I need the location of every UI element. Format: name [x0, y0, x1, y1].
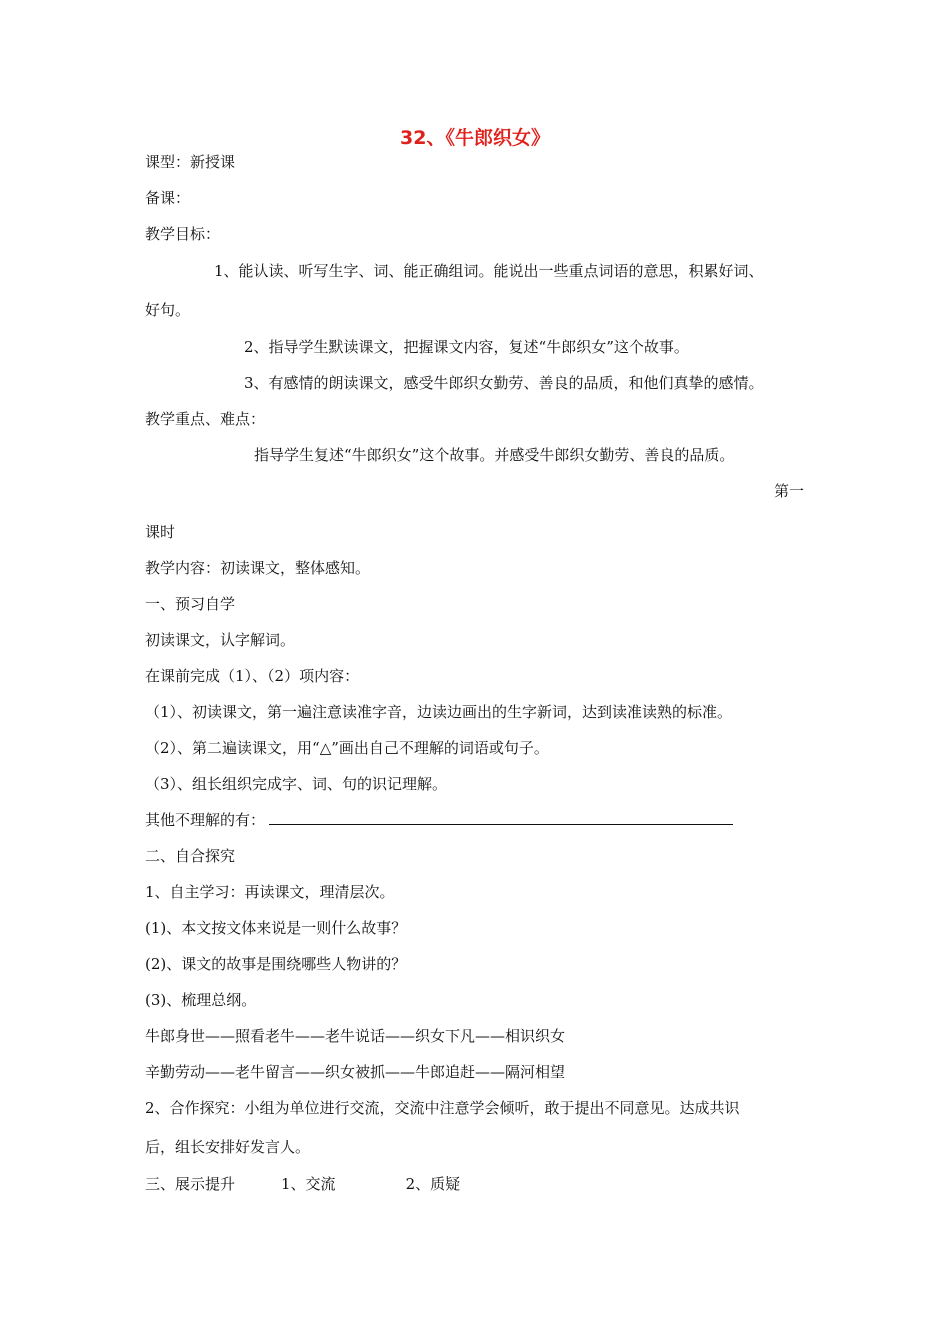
goal-1-line-1: 1、能认读、听写生字、词、能正确组词。能说出一些重点词语的意思，积累好词、: [214, 262, 764, 280]
self-study: 1、自主学习：再读课文，理清层次。: [145, 883, 395, 901]
task-item-3: （3）、组长组织完成字、词、句的识记理解。: [145, 775, 448, 793]
question-1: (1)、本文按文体来说是一则什么故事？: [145, 919, 407, 937]
document-title: 32、《牛郎织女》: [400, 127, 550, 149]
goal-3: 3、有感情的朗读课文，感受牛郎织女勤劳、善良的品质，和他们真挚的感情。: [244, 374, 764, 392]
outline-line-2: 辛勤劳动——老牛留言——织女被抓——牛郎追赶——隔河相望: [145, 1063, 566, 1081]
period-label-part-1: 第一: [774, 482, 805, 500]
outline-line-1: 牛郎身世——照看老牛——老牛说话——织女下凡——相识织女: [145, 1027, 566, 1045]
other-questions-label: 其他不理解的有：: [145, 811, 266, 829]
section-2-heading: 二、自合探究: [145, 847, 236, 865]
key-points-text: 指导学生复述“牛郎织女”这个故事。并感受牛郎织女勤劳、善良的品质。: [254, 446, 735, 464]
section-3-heading: 三、展示提升: [145, 1175, 236, 1193]
task-item-1: （1）、初读课文，第一遍注意读准字音，边读边画出的生字新词，达到读准读熟的标准。: [145, 703, 733, 721]
key-points-heading: 教学重点、难点：: [145, 410, 266, 428]
lesson-prep: 备课：: [145, 189, 191, 207]
fill-in-blank-line: [269, 810, 733, 825]
section-3-row: [145, 1174, 460, 1194]
other-questions-row: [145, 810, 733, 830]
period-label-part-2: 课时: [145, 523, 176, 541]
section-1-intro: 初读课文，认字解词。: [145, 631, 296, 649]
cooperation-line-2: 后，组长安排好发言人。: [145, 1138, 311, 1156]
section-1-task: 在课前完成（1）、（2）项内容：: [145, 667, 360, 685]
goals-heading: 教学目标：: [145, 225, 221, 243]
section-1-heading: 一、预习自学: [145, 595, 236, 613]
cooperation-line-1: 2、合作探究：小组为单位进行交流，交流中注意学会倾听，敢于提出不同意见。达成共识: [145, 1099, 740, 1117]
goal-2: 2、指导学生默读课文，把握课文内容，复述“牛郎织女”这个故事。: [244, 338, 689, 356]
section-3-item-1: 1、交流: [281, 1175, 336, 1193]
question-2: (2)、课文的故事是围绕哪些人物讲的？: [145, 955, 407, 973]
task-item-2: （2）、第二遍读课文，用“△”画出自己不理解的词语或句子。: [145, 739, 549, 757]
question-3: (3)、梳理总纲。: [145, 991, 257, 1009]
teaching-content: 教学内容：初读课文，整体感知。: [145, 559, 371, 577]
goal-1-line-2: 好句。: [145, 301, 191, 319]
lesson-type: 课型：新授课: [145, 153, 236, 171]
section-3-item-2: 2、质疑: [405, 1175, 461, 1193]
